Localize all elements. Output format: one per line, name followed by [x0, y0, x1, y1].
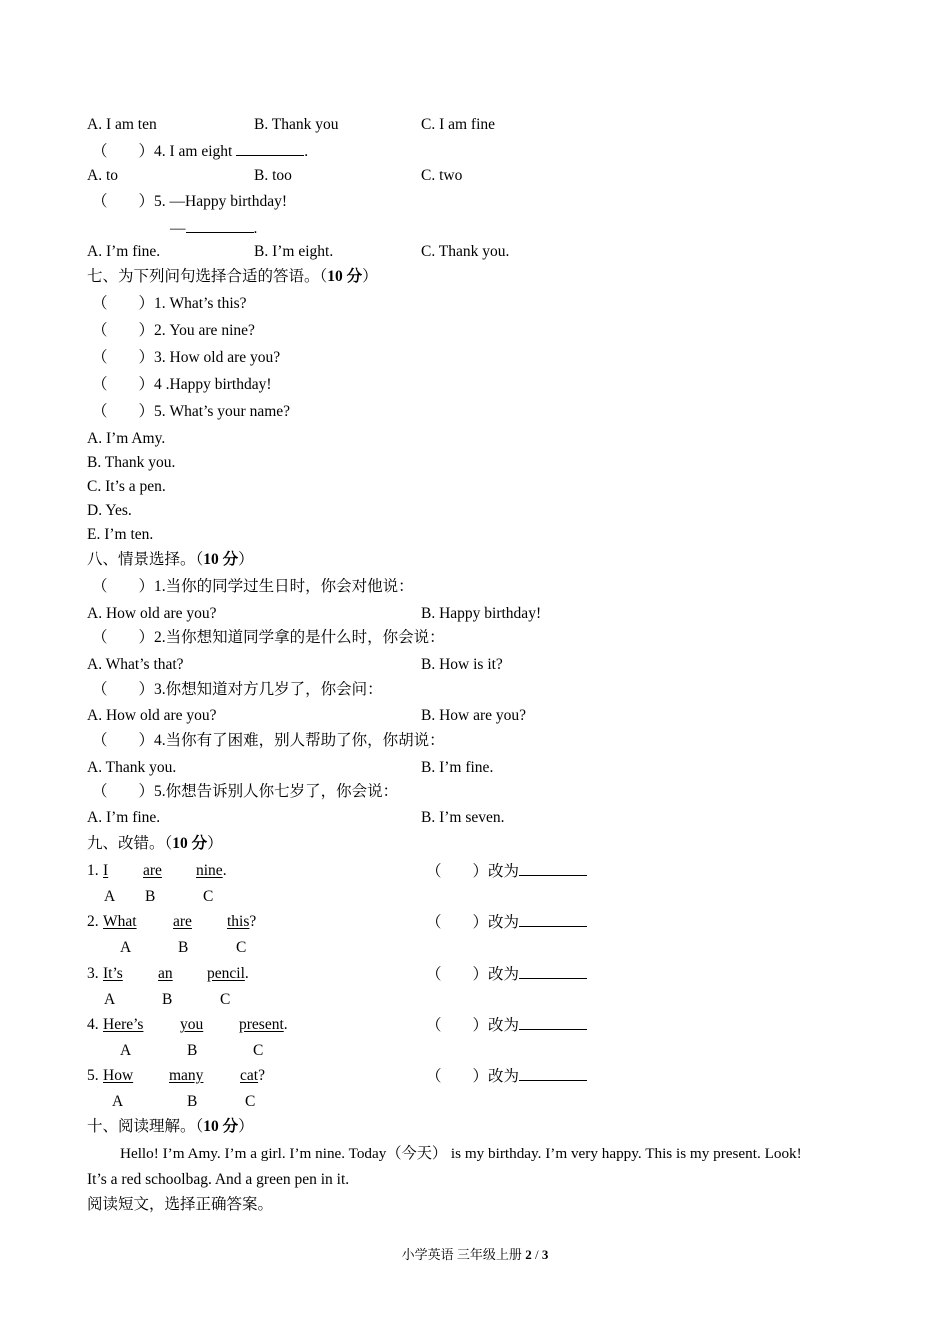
section-9-title: 九、改错。（10 分） — [87, 835, 223, 852]
s8-option-a: A. How old are you? — [87, 707, 217, 724]
dash: — — [170, 220, 186, 237]
answer-paren: （ ） — [92, 143, 155, 160]
s9-label-a: A — [104, 991, 116, 1008]
section-8-title: 八、情景选择。（10 分） — [87, 551, 254, 568]
s7-answer: E. I’m ten. — [87, 526, 154, 543]
s9-label-b: B — [178, 939, 189, 956]
s9-word-c: this — [227, 913, 250, 930]
s9-word-c-group: present. — [239, 1016, 288, 1033]
s9-word-c: pencil — [207, 965, 245, 982]
page-footer: 小学英语 三年级上册 2 / 3 — [401, 1247, 549, 1262]
s9-label-b: B — [187, 1042, 198, 1059]
s8-option-a: A. How old are you? — [87, 605, 217, 622]
s9-item-label: 4. — [87, 1016, 103, 1033]
s9-label-c: C — [236, 939, 247, 956]
s9-label-a: A — [120, 939, 132, 956]
s8-option-b: B. I’m fine. — [421, 759, 494, 776]
passage-line-1: Hello! I’m Amy. I’m a girl. I’m nine. Today（今天） is my birthday. I’m very happy. This is my present. Look! — [120, 1145, 802, 1162]
s9-word-b: are — [143, 862, 162, 879]
s9-label-b: B — [145, 888, 156, 905]
section-7-title: 七、为下列问句选择合适的答语。（10 分） — [87, 268, 378, 285]
fill-blank[interactable] — [519, 912, 587, 927]
reading-instruction: 阅读短文，选择正确答案。 — [87, 1196, 274, 1213]
q5-option-c: C. Thank you. — [421, 243, 510, 260]
q5-option-a: A. I’m fine. — [87, 243, 161, 260]
s8-question: （ ）3.你想知道对方几岁了，你会问： — [92, 681, 383, 698]
s9-word-b: are — [173, 913, 192, 930]
s8-option-b: B. Happy birthday! — [421, 605, 542, 622]
s9-word-a: It’s — [103, 965, 123, 982]
s9-answer: （ ）改为 — [426, 861, 587, 882]
score: 10 分 — [203, 551, 239, 568]
s8-question: （ ）5.你想告诉别人你七岁了，你会说： — [92, 783, 399, 800]
s9-label-c: C — [253, 1042, 264, 1059]
q5-option-b: B. I’m eight. — [254, 243, 334, 260]
s8-option-b: B. How is it? — [421, 656, 503, 673]
punctuation: . — [253, 220, 258, 237]
section-10-title: 十、阅读理解。（10 分） — [87, 1118, 254, 1135]
s7-question: （ ）2. You are nine? — [92, 322, 255, 339]
s9-answer: （ ）改为 — [426, 964, 587, 985]
s7-answer: D. Yes. — [87, 502, 132, 519]
footer-title: 小学英语 三年级上册 — [401, 1247, 526, 1262]
s9-word-a: Here’s — [103, 1016, 144, 1033]
s9-word-a: How — [103, 1067, 134, 1084]
s9-label-c: C — [203, 888, 214, 905]
s8-question: （ ）2.当你想知道同学拿的是什么时，你会说： — [92, 629, 445, 646]
q3-option-c: C. I am fine — [421, 116, 496, 133]
q3-option-a: A. I am ten — [87, 116, 157, 133]
q4-option-b: B. too — [254, 167, 292, 184]
s7-question: （ ）5. What’s your name? — [92, 403, 291, 420]
q4-option-a: A. to — [87, 167, 118, 184]
s9-item-label: 5. — [87, 1067, 103, 1084]
s8-question: （ ）4.当你有了困难，别人帮助了你，你胡说： — [92, 732, 445, 749]
s9-word-b: many — [169, 1067, 204, 1084]
q5-line — [92, 192, 287, 212]
s8-option-b: B. How are you? — [421, 707, 527, 724]
s9-word-a: I — [103, 862, 109, 879]
punctuation: . — [304, 143, 309, 160]
fill-blank[interactable] — [519, 861, 587, 876]
s9-word-b: an — [158, 965, 173, 982]
question-text: 5. —Happy birthday! — [154, 193, 288, 210]
score: 10 分 — [203, 1118, 239, 1135]
s9-label-a: A — [112, 1093, 124, 1110]
s8-option-a: A. What’s that? — [87, 656, 184, 673]
s9-answer: （ ）改为 — [426, 1066, 587, 1087]
s8-option-a: A. Thank you. — [87, 759, 177, 776]
s9-label-b: B — [162, 991, 173, 1008]
s7-answer: C. It’s a pen. — [87, 478, 166, 495]
s9-label-a: A — [104, 888, 116, 905]
s9-word-b: you — [180, 1016, 204, 1033]
s7-answer: B. Thank you. — [87, 454, 176, 471]
q3-option-b: B. Thank you — [254, 116, 339, 133]
fill-blank[interactable] — [519, 964, 587, 979]
s9-item-label: 1. — [87, 862, 103, 879]
s7-answer: A. I’m Amy. — [87, 430, 166, 447]
s9-word-c: present — [239, 1016, 284, 1033]
s9-label-a: A — [120, 1042, 132, 1059]
s7-question: （ ）3. How old are you? — [92, 349, 281, 366]
fill-blank[interactable] — [236, 141, 304, 156]
s8-question: （ ）1.当你的同学过生日时，你会对他说： — [92, 578, 414, 595]
s9-answer: （ ）改为 — [426, 1015, 587, 1036]
s9-label-b: B — [187, 1093, 198, 1110]
fill-blank[interactable] — [519, 1066, 587, 1081]
s9-word-a: What — [103, 913, 137, 930]
page-number: 2 — [525, 1247, 532, 1262]
s9-word-c-group: this? — [227, 913, 257, 930]
q4-option-c: C. two — [421, 167, 463, 184]
q4-line — [92, 141, 308, 162]
s9-word-c-group: cat? — [240, 1067, 265, 1084]
question-text: 4. I am eight — [154, 143, 237, 160]
fill-blank[interactable] — [519, 1015, 587, 1030]
s9-word-c-group: nine. — [196, 862, 227, 879]
s9-item-label: 2. — [87, 913, 103, 930]
s7-question: （ ）1. What’s this? — [92, 295, 247, 312]
score: 10 分 — [327, 268, 363, 285]
passage-line-2: It’s a red schoolbag. And a green pen in it. — [87, 1171, 350, 1188]
answer-paren: （ ） — [92, 193, 155, 210]
s9-word-c: cat — [240, 1067, 259, 1084]
score: 10 分 — [172, 835, 208, 852]
q5-reply-line — [170, 218, 257, 239]
s9-label-c: C — [245, 1093, 256, 1110]
s9-item-label: 3. — [87, 965, 103, 982]
s9-answer: （ ）改为 — [426, 912, 587, 933]
page-total: 3 — [541, 1247, 549, 1262]
s7-question: （ ）4 .Happy birthday! — [92, 376, 272, 393]
s8-option-b: B. I’m seven. — [421, 809, 505, 826]
s9-word-c: nine — [196, 862, 223, 879]
s9-word-c-group: pencil. — [207, 965, 249, 982]
s8-option-a: A. I’m fine. — [87, 809, 161, 826]
fill-blank[interactable] — [186, 218, 254, 233]
s9-label-c: C — [220, 991, 231, 1008]
